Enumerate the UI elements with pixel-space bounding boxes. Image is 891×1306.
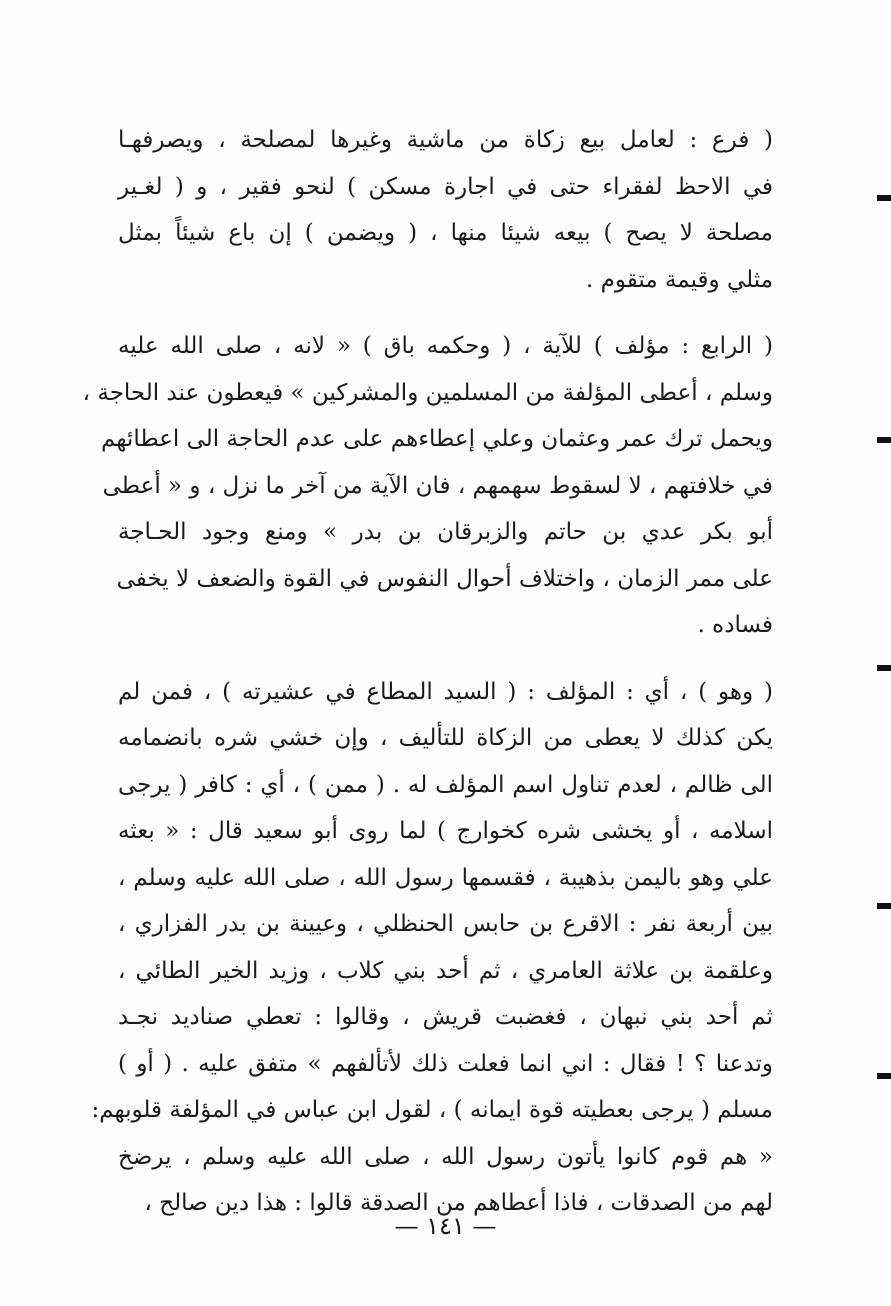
text-line: ( الرابع : مؤلف ) للآية ، ( وحكمه باق ) « لانه ، صلى الله عليه [118,333,773,359]
text-line: فساده . [697,612,773,638]
edge-mark [877,437,891,443]
text-line: مثلي وقيمة متقوم . [586,266,773,293]
text-line: مصلحة لا يصح ) بيعه شيئا منها ، ( ويضمن ) إن باع شيئاً بمثل [118,220,773,246]
text-line: ويحمل ترك عمر وعثمان وعلي إعطاءهم على عدم الحاجة الى اعطائهم [101,426,773,452]
text-line: علي وهو باليمن بذهيبة ، فقسمها رسول الله ، صلى الله عليه وسلم ، [118,864,773,891]
text-line: أبو بكر عدي بن حاتم والزبرقان بن بدر » ومنع وجود الحـاجة [118,519,773,545]
text-line: ثم أحد بني نبهان ، فغضبت قريش ، وقالوا : تعطي صناديد نجـد [118,1004,773,1030]
text-line: في الاحظ لفقراء حتى في اجارة مسكن ) لنحو فقير ، و ( لغـير [118,173,773,200]
text-line: الى ظالم ، لعدم تناول اسم المؤلف له . ( ممن ) ، أي : كافر ( يرجى [118,771,773,798]
text-line: بين أربعة نفر : الاقرع بن حابس الحنظلي ، وعيينة بن بدر الفزاري ، [118,911,773,937]
text-line: ( وهو ) ، أي : المؤلف : ( السيد المطاع في عشيرته ) ، فمن لم [118,678,773,705]
text-line: « هم قوم كانوا يأتون رسول الله ، صلى الله عليه وسلم ، يرضخ [118,1143,774,1170]
paragraph-muallaf-definition [91,669,774,1227]
text-line: يكن كذلك لا يعطى من الزكاة للتأليف ، وإن خشي شره بانضمامه [118,725,773,751]
text-line: ( فرع : لعامل بيع زكاة من ماشية وغيرها لمصلحة ، ويصرفهـا [118,127,773,153]
text-line: على ممر الزمان ، واختلاف أحوال النفوس في القوة والضعف لا يخفى [116,565,773,592]
edge-mark [877,195,891,201]
edge-mark [877,665,891,671]
text-line: وسلم ، أعطى المؤلفة من المسلمين والمشركين » فيعطون عند الحاجة ، [82,379,773,406]
text-line: وتدعنا ؟ ! فقال : اني انما فعلت ذلك لأتألفهم » متفق عليه . ( أو ) [118,1050,773,1077]
paragraph-zakat-sale [118,117,773,303]
text-line: مسلم ( يرجى بعطيته قوة ايمانه ) ، لقول ابن عباس في المؤلفة قلوبهم: [91,1097,773,1123]
text-line: وعلقمة بن علاثة العامري ، ثم أحد بني كلاب ، وزيد الخير الطائي ، [118,957,773,984]
page-number: — ١٤١ — [394,1212,497,1240]
paragraph-fourth-muallaf [82,323,773,649]
text-line: في خلافتهم ، لا لسقوط سهمهم ، فان الآية من آخر ما نزل ، و « أعطى [102,472,773,499]
text-line: لهم من الصدقات ، فاذا أعطاهم من الصدقة قالوا : هذا دين صالح ، [144,1190,773,1216]
text-line: اسلامه ، أو يخشى شره كخوارج ) لما روى أبو سعيد قال : « بعثه [118,818,773,844]
edge-mark [877,903,891,909]
edge-mark [877,1073,891,1079]
body-text [82,117,774,1227]
